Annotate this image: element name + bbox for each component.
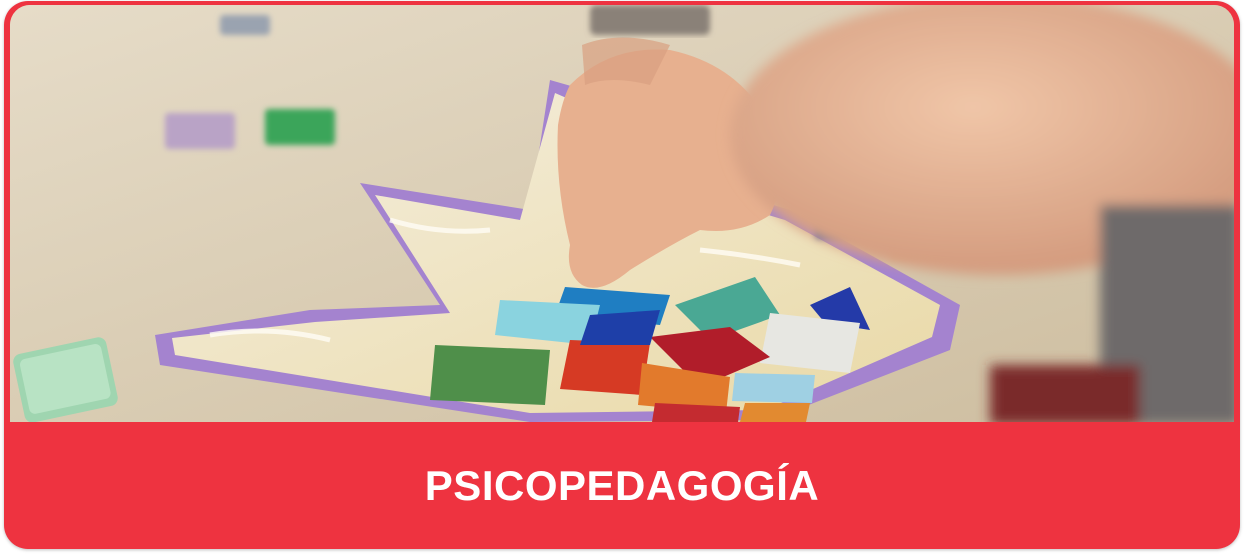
card-title[interactable]: PSICOPEDAGOGÍA [424,461,820,509]
category-card[interactable] [4,1,1240,549]
mosaic-craft-photo [10,5,1234,422]
